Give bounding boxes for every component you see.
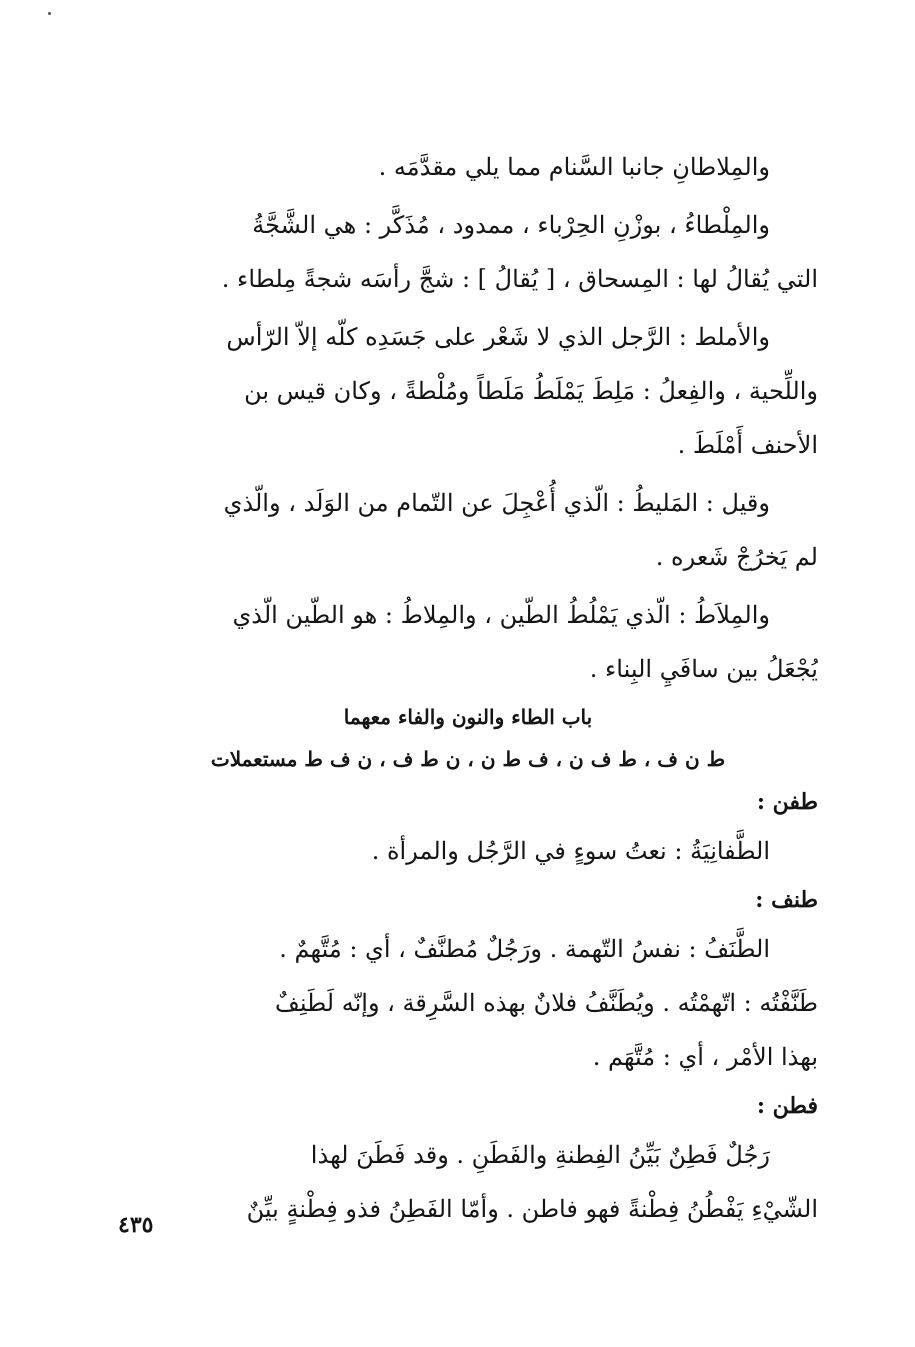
text-line: والمِلاطانِ جانبا السَّنام مما يلي مقدَّمَه . [378,153,770,181]
section-roots: ط ن ف ، ط ف ن ، ف ط ن ، ن ط ف ، ن ف ط مستعملات [210,747,726,771]
text-line: الطَّنَفُ : نفسُ التّهمة . ورَجُلٌ مُطنَّفٌ ، أي : مُتَّهمٌ . [279,935,770,963]
dictionary-page [118,140,818,1236]
text-line: يُجْعَلُ بين سافَيِ البِناء . [589,655,818,683]
section-title: باب الطاء والنون والفاء معهما [343,705,593,729]
text-line: والمِلاَطُ : الّذي يَمْلُطُ الطّين ، والمِلاطُ : هو الطّين الّذي [232,601,770,629]
text-line: بهذا الأمْر ، أي : مُتَّهَم . [592,1043,818,1071]
text-line: طَنَّفْتُه : اتّهمْتُه . ويُطَنَّفُ فلانٌ بهذه السَّرِقة ، وإنّه لَطَنِفٌ [275,989,818,1017]
text-line: الأحنف أَمْلَطَ . [677,431,818,459]
text-line: وقيل : المَليطُ : الّذي أُعْجِلَ عن التّمام من الوَلَد ، والّذي [223,489,770,517]
text-line: والمِلْطاءُ ، بوزْنِ الحِرْباء ، ممدود ، مُذَكَّر : هي الشَّجَّةُ [252,211,770,239]
text-line: واللِّحية ، والفِعلُ : مَلِطَ يَمْلَطُ مَلَطاً ومُلْطةً ، وكان قيس بن [244,377,818,405]
text-line: والأملط : الرَّجل الذي لا شَعْر على جَسَدِه كلّه إلاّ الرّأس [226,323,770,351]
page-speck [48,12,51,15]
page-number: ٤٣٥ [118,1212,154,1238]
entry-heading-tafan: طفن : [756,789,818,815]
text-line: التي يُقالُ لها : المِسحاق ، [ يُقالُ ] : شجَّ رأسَه شجةً مِلطاء . [221,265,818,293]
entry-heading-fatan: فطن : [756,1093,818,1119]
entry-heading-tanaf: طنف : [755,887,818,913]
text-line: لم يَخرُجْ شَعره . [655,543,818,571]
text-line: الطَّفانِيَةُ : نعتُ سوءٍ في الرَّجُل والمرأة . [371,837,770,865]
text-line: الشّيْءِ يَفْطُنُ فِطْنةً فهو فاطن . وأمّا الفَطِنُ فذو فِطْنةٍ بيِّنٌ [246,1195,818,1223]
text-line: رَجُلٌ فَطِنٌ بَيِّنُ الفِطنةِ والفَطَنِ . وقد فَطَنَ لهذا [310,1141,770,1169]
